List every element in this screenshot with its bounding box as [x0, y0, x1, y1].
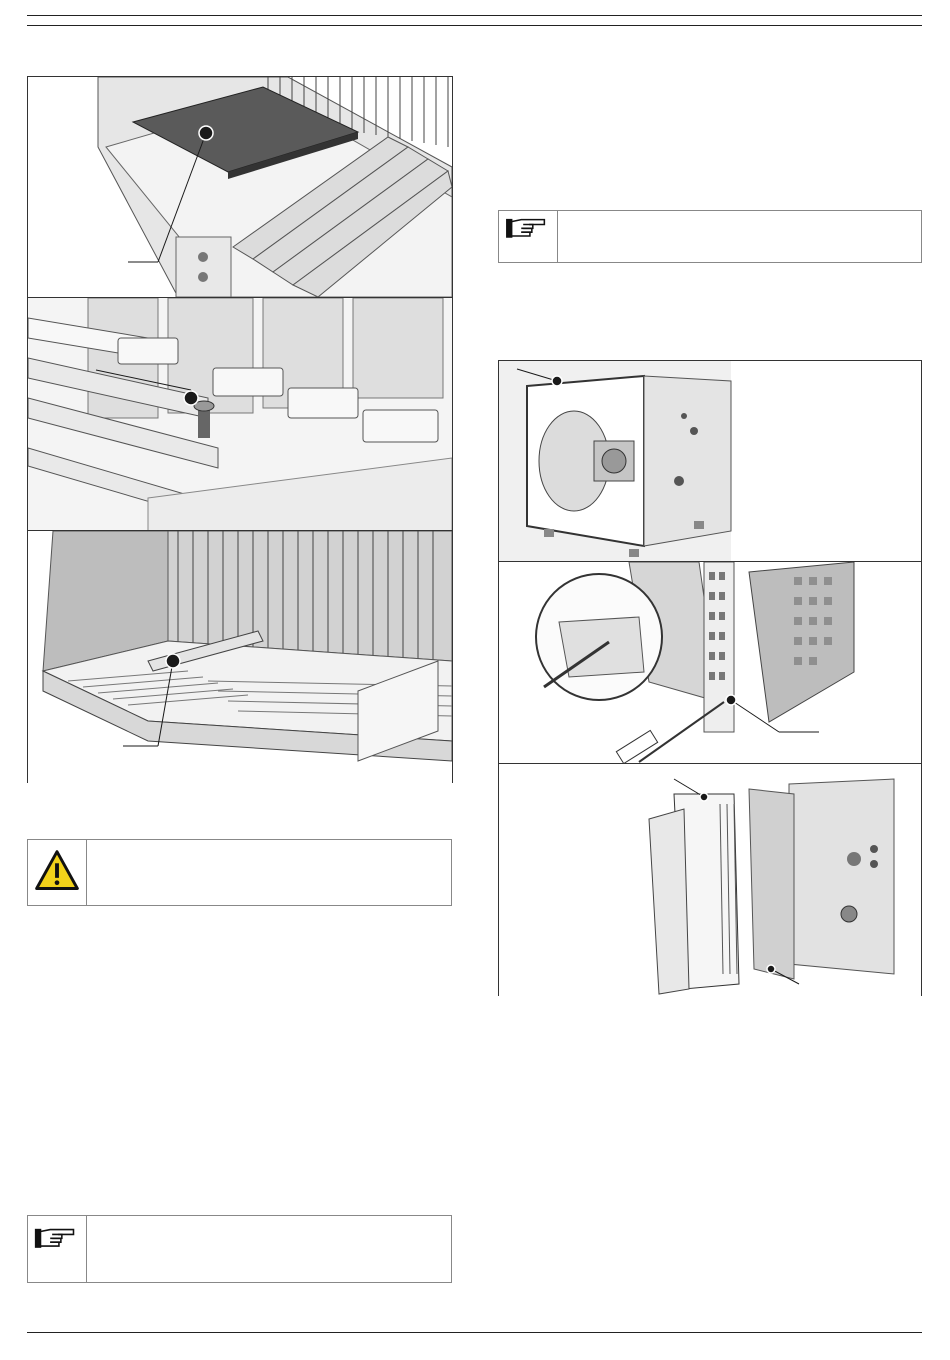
- warning-triangle-icon: [28, 840, 86, 905]
- note-text-right: [558, 211, 921, 262]
- pointing-hand-icon: [28, 1216, 86, 1282]
- header-rule: [27, 15, 922, 16]
- figure-screwdriver-release-detail: [499, 561, 921, 764]
- figure-fan-housing-open: [499, 361, 921, 561]
- figure-filter-plate-insertion: [28, 77, 452, 297]
- footer-rule: [27, 1332, 922, 1333]
- pointing-hand-icon: [499, 211, 557, 262]
- warning-text: [87, 840, 451, 905]
- note-box-left: [27, 1215, 452, 1283]
- left-figure-frame: [27, 76, 453, 783]
- figure-filter-bracket-screw: [28, 297, 452, 531]
- figure-lamella-grid-bottom: [28, 530, 452, 783]
- header-rule-secondary: [27, 25, 922, 26]
- warning-box: [27, 839, 452, 906]
- note-icon-cell-right: [499, 211, 558, 262]
- warning-icon-cell: [28, 840, 87, 905]
- figure-filter-cartridge-removal: [499, 763, 921, 996]
- note-text-left: [87, 1216, 451, 1282]
- note-box-right: [498, 210, 922, 263]
- right-figure-frame: [498, 360, 922, 996]
- note-icon-cell: [28, 1216, 87, 1282]
